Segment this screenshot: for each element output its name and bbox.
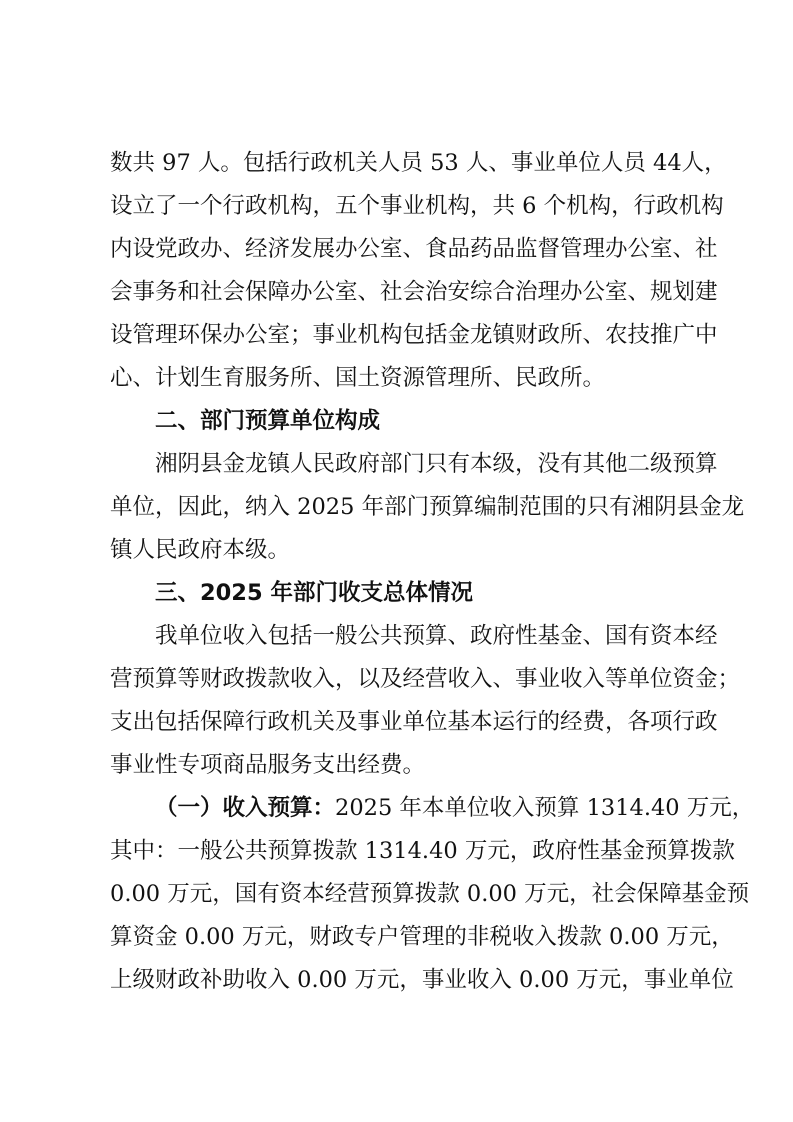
paragraph-line: 其中：一般公共预算拨款 1314.40 万元，政府性基金预算拨款 [110,838,735,864]
paragraph-line: 支出包括保障行政机关及事业单位基本运行的经费，各项行政 [110,709,718,735]
paragraph-line: 设立了一个行政机构，五个事业机构，共 6 个机构，行政机构 [110,193,724,219]
paragraph-line: 营预算等财政拨款收入，以及经营收入、事业收入等单位资金； [110,666,741,692]
paragraph-line: 镇人民政府本级。 [110,537,291,563]
paragraph-line: 内设党政办、经济发展办公室、食品药品监督管理办公室、社 [110,236,718,262]
paragraph-line: 湘阴县金龙镇人民政府部门只有本级，没有其他二级预算 [155,451,718,477]
paragraph-line: 设管理环保办公室；事业机构包括金龙镇财政所、农技推广中 [110,322,718,348]
subsection-label: （一）收入预算： [155,795,336,821]
paragraph-line: 上级财政补助收入 0.00 万元，事业收入 0.00 万元，事业单位 [110,967,734,993]
paragraph-line: 事业性专项商品服务支出经费。 [110,752,426,778]
section-heading: 三、2025 年部门收支总体情况 [155,580,473,606]
paragraph-line: 单位，因此，纳入 2025 年部门预算编制范围的只有湘阴县金龙 [110,494,745,520]
paragraph-line: 0.00 万元，国有资本经营预算拨款 0.00 万元，社会保障基金预 [110,881,750,907]
paragraph-line: 会事务和社会保障办公室、社会治安综合治理办公室、规划建 [110,279,718,305]
paragraph-line: 心、计划生育服务所、国土资源管理所、民政所。 [110,365,606,391]
subsection-first-line-text: 2025 年本单位收入预算 1314.40 万元， [335,795,755,821]
paragraph-line: 我单位收入包括一般公共预算、政府性基金、国有资本经 [155,623,718,649]
paragraph-line: 数共 97 人。包括行政机关人员 53 人、事业单位人员 44人， [110,150,727,176]
subsection-first-line [155,790,755,826]
section-heading: 二、部门预算单位构成 [155,408,381,434]
paragraph-line: 算资金 0.00 万元，财政专户管理的非税收入拨款 0.00 万元， [110,924,734,950]
